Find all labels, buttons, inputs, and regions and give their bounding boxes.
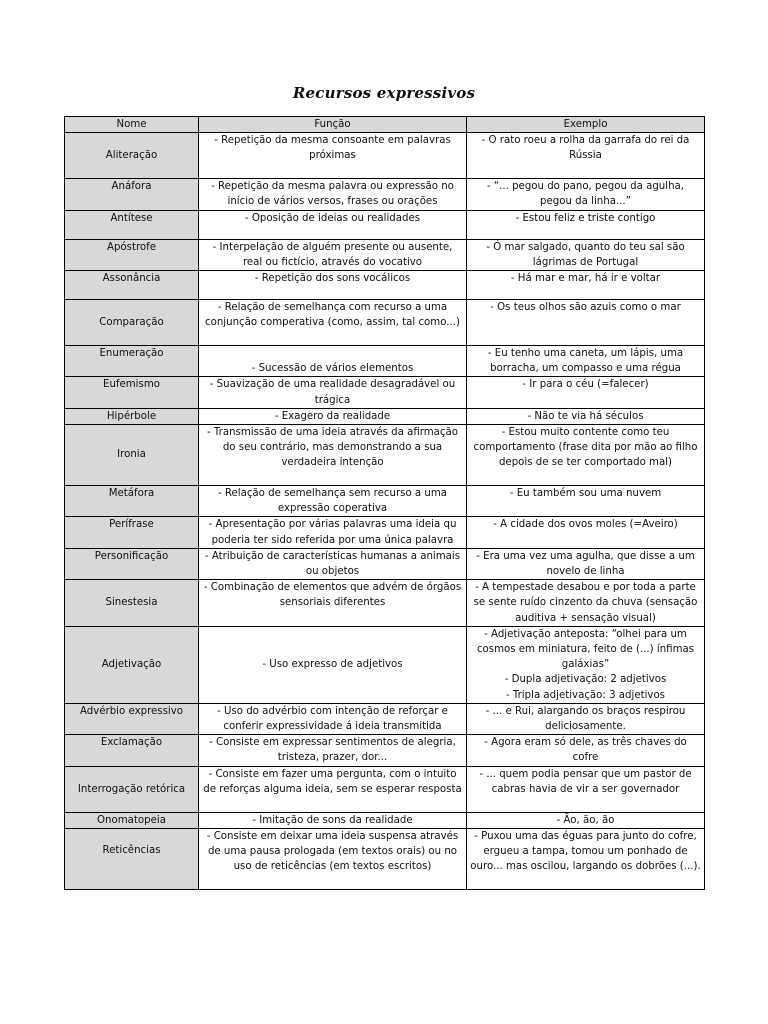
row-exemplo: - Os teus olhos são azuis como o mar [467, 300, 705, 346]
exemplo-line: - Tripla adjetivação: 3 adjetivos [505, 689, 665, 701]
exemplo-line: - Adjetivação anteposta: “olhei para um cosmos em miniatura, feito de (...) ínfimas galáxias” [476, 628, 695, 671]
table-row [65, 735, 705, 766]
table-row [65, 179, 705, 210]
table-row [65, 580, 705, 627]
table-header-row [65, 117, 705, 133]
recursos-table [64, 116, 705, 890]
row-name: Hipérbole [65, 408, 199, 424]
row-funcao: - Consiste em fazer uma pergunta, com o intuito de reforças alguma ideia, sem se esperar resposta [199, 766, 467, 812]
row-name: Antítese [65, 210, 199, 239]
row-funcao: - Transmissão de uma ideia através da afirmação do seu contrário, mas demonstrando a sua verdadeira intenção [199, 425, 467, 486]
table-row [65, 210, 705, 239]
row-exemplo: - ... quem podia pensar que um pastor de cabras havia de vir a ser governador [467, 766, 705, 812]
table-row [65, 766, 705, 812]
row-exemplo: - ... e Rui, alargando os braços respirou deliciosamente. [467, 703, 705, 734]
table-row [65, 271, 705, 300]
table-row [65, 626, 705, 703]
table-row [65, 408, 705, 424]
row-exemplo: - Agora eram só dele, as três chaves do cofre [467, 735, 705, 766]
row-name: Interrogação retórica [65, 766, 199, 812]
row-funcao: - Relação de semelhança com recurso a uma conjunção comperativa (como, assim, tal como...) [199, 300, 467, 346]
row-funcao: - Repetição dos sons vocálicos [199, 271, 467, 300]
row-funcao: - Uso do advérbio com intenção de reforçar e conferir expressividade á ideia transmitida [199, 703, 467, 734]
row-name: Metáfora [65, 486, 199, 517]
row-name: Personificação [65, 548, 199, 579]
row-exemplo: - Há mar e mar, há ir e voltar [467, 271, 705, 300]
row-exemplo: - Ó mar salgado, quanto do teu sal são lágrimas de Portugal [467, 239, 705, 270]
table-row [65, 812, 705, 828]
row-exemplo: - Não te via há séculos [467, 408, 705, 424]
row-funcao: - Consiste em expressar sentimentos de alegria, tristeza, prazer, dor... [199, 735, 467, 766]
row-funcao: - Consiste em deixar uma ideia suspensa através de uma pausa prologada (em textos orais) ou no uso de reticências (em textos escritos) [199, 828, 467, 889]
row-funcao: - Imitação de sons da realidade [199, 812, 467, 828]
table-row [65, 300, 705, 346]
row-name: Assonância [65, 271, 199, 300]
row-funcao: - Exagero da realidade [199, 408, 467, 424]
row-name: Ironia [65, 425, 199, 486]
row-name: Perífrase [65, 517, 199, 548]
row-name: Aliteração [65, 133, 199, 179]
row-name: Reticências [65, 828, 199, 889]
header-funcao: Função [199, 117, 467, 133]
row-name: Enumeração [65, 346, 199, 377]
row-funcao: - Relação de semelhança sem recurso a uma expressão coperativa [199, 486, 467, 517]
table-row [65, 548, 705, 579]
row-funcao: - Oposição de ideias ou realidades [199, 210, 467, 239]
table-row [65, 377, 705, 408]
row-funcao: - Combinação de elementos que advém de órgãos sensoriais diferentes [199, 580, 467, 627]
row-name: Anáfora [65, 179, 199, 210]
row-funcao: - Repetição da mesma consoante em palavras próximas [199, 133, 467, 179]
table-row [65, 346, 705, 377]
row-exemplo: - Ir para o céu (=falecer) [467, 377, 705, 408]
row-exemplo: - Ão, ão, ão [467, 812, 705, 828]
row-name: Exclamação [65, 735, 199, 766]
row-funcao: - Atribuição de características humanas a animais ou objetos [199, 548, 467, 579]
row-funcao: - Sucessão de vários elementos [199, 346, 467, 377]
row-name: Apóstrofe [65, 239, 199, 270]
row-funcao: - Uso expresso de adjetivos [199, 626, 467, 703]
row-funcao: - Apresentação por várias palavras uma ideia qu poderia ter sido referida por uma única palavra [199, 517, 467, 548]
page-title: Recursos expressivos [292, 84, 476, 102]
row-name: Sinestesia [65, 580, 199, 627]
table-row [65, 133, 705, 179]
table-row [65, 703, 705, 734]
header-nome: Nome [65, 117, 199, 133]
row-exemplo [467, 626, 705, 703]
row-exemplo: - Estou feliz e triste contigo [467, 210, 705, 239]
row-exemplo: - Eu tenho uma caneta, um lápis, uma borracha, um compasso e uma régua [467, 346, 705, 377]
header-exemplo: Exemplo [467, 117, 705, 133]
row-exemplo: - Estou muito contente como teu comportamento (frase dita por mão ao filho depois de se ter comportado mal) [467, 425, 705, 486]
row-name: Advérbio expressivo [65, 703, 199, 734]
table-row [65, 828, 705, 889]
exemplo-line: - Dupla adjetivação: 2 adjetivos [504, 674, 667, 686]
row-exemplo: - Era uma vez uma agulha, que disse a um novelo de linha [467, 548, 705, 579]
table-row [65, 517, 705, 548]
row-exemplo: - Eu também sou uma nuvem [467, 486, 705, 517]
row-exemplo: - A tempestade desabou e por toda a parte se sente ruído cinzento da chuva (sensação auditiva + sensação visual) [467, 580, 705, 627]
row-name: Eufemismo [65, 377, 199, 408]
row-exemplo: - O rato roeu a rolha da garrafa do rei da Rússia [467, 133, 705, 179]
row-name: Comparação [65, 300, 199, 346]
table-row [65, 239, 705, 270]
table-row [65, 425, 705, 486]
table-row [65, 486, 705, 517]
row-funcao: - Suavização de uma realidade desagradável ou trágica [199, 377, 467, 408]
row-funcao: - Interpelação de alguém presente ou ausente, real ou fictício, através do vocativo [199, 239, 467, 270]
row-name: Adjetivação [65, 626, 199, 703]
row-exemplo: - A cidade dos ovos moles (=Aveiro) [467, 517, 705, 548]
row-funcao: - Repetição da mesma palavra ou expressão no início de vários versos, frases ou orações [199, 179, 467, 210]
row-exemplo: - Puxou uma das éguas para junto do cofre, ergueu a tampa, tomou um ponhado de ouro... mas oscilou, largando os dobrões (...). [467, 828, 705, 889]
row-name: Onomatopeia [65, 812, 199, 828]
row-exemplo: - “... pegou do pano, pegou da agulha, pegou da linha...” [467, 179, 705, 210]
